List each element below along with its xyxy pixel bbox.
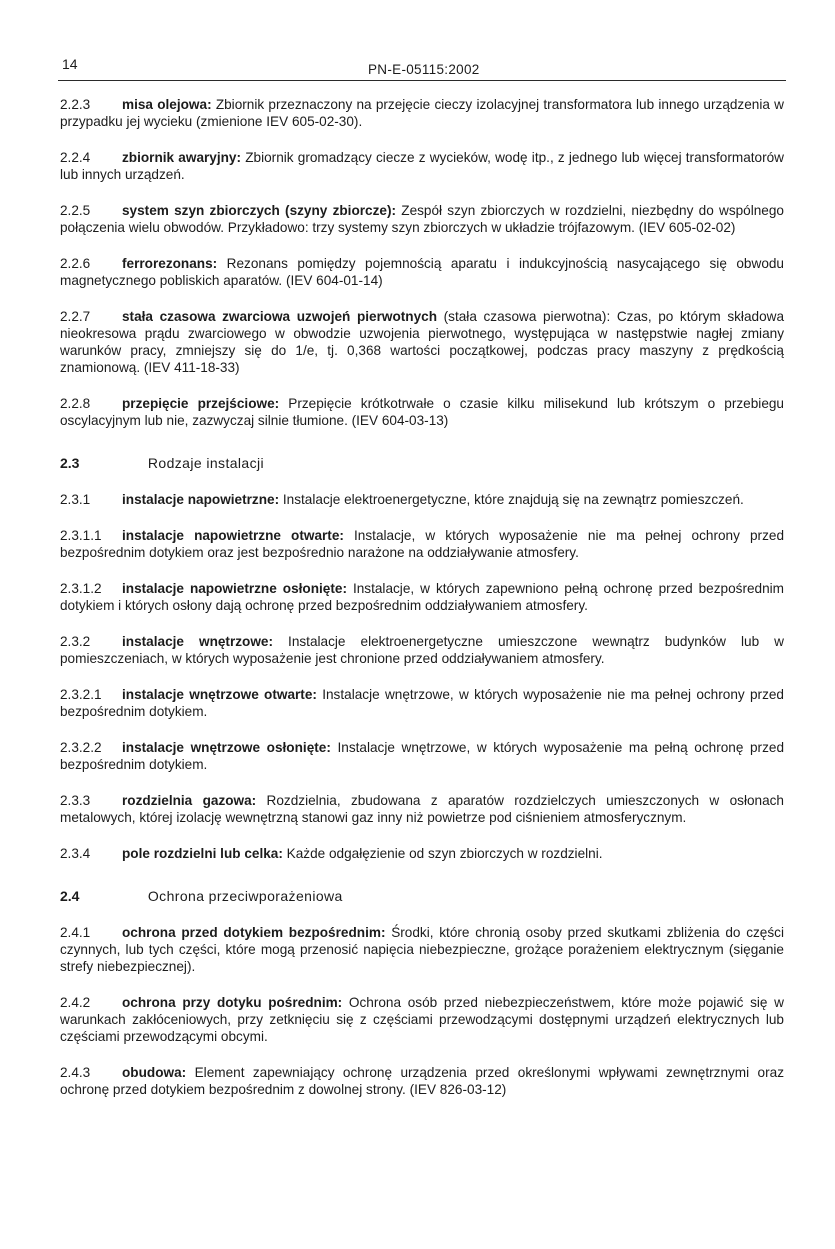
definition-number: 2.2.7 [60, 309, 91, 324]
definition-text: Przepięcie krótkotrwałe o czasie kilku milisekund lub krótszym o przebiegu oscylacyjnym lub nie, zazwyczaj silnie tłumione. (IEV 604-03-13) [60, 396, 784, 428]
definition-number: 2.2.4 [60, 150, 91, 165]
definition-number: 2.2.5 [60, 203, 91, 218]
definition-number: 2.3.1 [60, 492, 91, 507]
definition-term: instalacje napowietrzne osłonięte: [122, 581, 347, 596]
definition-term: instalacje wnętrzowe: [122, 634, 274, 649]
definition-text: Ochrona osób przed niebezpieczeństwem, które może pojawić się w warunkach zakłóceniowych, przy zetknięciu się z częściami przewodzącymi dostępnymi urządzeń elektrycznych lub częściami przewodzącymi obcymi. [60, 995, 784, 1044]
definition-text: (stała czasowa pierwotna): Czas, po którym składowa nieokresowa prądu zwarciowego w obwodzie uzwojenia pierwotnego, występująca w następstwie nagłej zmiany warunków pracy, zmniejszy się do 1/e, tj. 0,368 wartości początkowej, podczas pracy maszyny z prędkością znamionową. (IEV 411-18-33) [60, 309, 785, 375]
definition-term: przepięcie przejściowe: [122, 396, 280, 411]
definition-number: 2.3.1.2 [60, 581, 102, 596]
definitions-2-2 [60, 96, 784, 429]
definition-number: 2.3.4 [60, 846, 91, 861]
page-header [58, 56, 786, 81]
definition-term: rozdzielnia gazowa: [122, 793, 257, 808]
definitions-2-4 [60, 924, 784, 1098]
definition-entry [60, 395, 784, 429]
definition-entry [60, 527, 784, 561]
definition-number: 2.3.2.2 [60, 740, 102, 755]
definition-number: 2.4.3 [60, 1065, 91, 1080]
definition-text: Zbiornik gromadzący ciecze z wycieków, wodę itp., z jednego lub więcej transformatorów lub innych urządzeń. [60, 150, 784, 182]
definition-text: Instalacje elektroenergetyczne, które znajdują się na zewnątrz pomieszczeń. [279, 492, 744, 507]
section-heading-2-3 [60, 455, 784, 473]
definition-text: Element zapewniający ochronę urządzenia przed określonymi wpływami zewnętrznymi oraz ochronę przed dotykiem bezpośrednim z dowolnej strony. (IEV 826-03-12) [60, 1065, 784, 1097]
definition-term: instalacje wnętrzowe osłonięte: [122, 740, 331, 755]
definition-number: 2.3.2.1 [60, 687, 102, 702]
definitions-2-3 [60, 491, 784, 862]
definition-text: Środki, które chronią osoby przed skutkami zbliżenia do części czynnych, lub tych części, które mogą przenosić napięcia niebezpieczne, grożące porażeniem elektrycznym (sięganie strefy niebezpiecznej). [60, 925, 784, 974]
definition-text: Instalacje elektroenergetyczne umieszczone wewnątrz budynków lub w pomieszczeniach, w których wyposażenie jest chronione przed oddziaływaniem atmosfery. [60, 634, 784, 666]
definition-term: instalacje napowietrzne otwarte: [122, 528, 344, 543]
definition-number: 2.4.1 [60, 925, 91, 940]
definition-term: zbiornik awaryjny: [122, 150, 242, 165]
definition-number: 2.3.1.1 [60, 528, 102, 543]
section-title: Rodzaje instalacji [147, 455, 265, 471]
section-number: 2.3 [60, 455, 80, 471]
definition-entry [60, 994, 784, 1045]
definition-number: 2.3.3 [60, 793, 91, 808]
definition-number: 2.4.2 [60, 995, 91, 1010]
definition-entry [60, 149, 784, 183]
definition-text: Rozdzielnia, zbudowana z aparatów rozdzielczych umieszczonych w osłonach metalowych, której izolację wewnętrzną stanowi gaz inny niż powietrze pod ciśnieniem atmosferycznym. [60, 793, 784, 825]
definition-entry [60, 96, 784, 130]
definition-number: 2.3.2 [60, 634, 91, 649]
definition-term: pole rozdzielni lub celka: [122, 846, 283, 861]
definition-entry [60, 580, 784, 614]
definition-number: 2.2.8 [60, 396, 91, 411]
definition-text: Rezonans pomiędzy pojemnością aparatu i indukcyjnością nasycającego się obwodu magnetycznego pobliskich aparatów. (IEV 604-01-14) [60, 256, 784, 288]
definition-term: obudowa: [122, 1065, 187, 1080]
document-body [60, 96, 784, 1117]
definition-entry [60, 491, 784, 508]
definition-text: Instalacje, w których wyposażenie nie ma pełnej ochrony przed bezpośrednim dotykiem oraz jest bezpośrednio narażone na oddziaływanie atmosfery. [60, 528, 785, 560]
definition-entry [60, 845, 784, 862]
definition-text: Zespół szyn zbiorczych w rozdzielni, niezbędny do wspólnego połączenia wielu obwodów. Przykładowo: trzy systemy szyn zbiorczych w układzie trójfazowym. (IEV 605-02-02) [60, 203, 784, 235]
definition-text: Zbiornik przeznaczony na przejęcie cieczy izolacyjnej transformatora lub innego urządzenia w przypadku jej wycieku (zmienione IEV 605-02-30). [60, 97, 784, 129]
definition-entry [60, 255, 784, 289]
section-number: 2.4 [60, 888, 80, 904]
definition-text: Instalacje, w których zapewniono pełną ochronę przed bezpośrednim dotykiem i których osłony dają ochronę przed bezpośrednim oddziaływaniem atmosfery. [60, 581, 784, 613]
section-heading-2-4 [60, 888, 784, 906]
definition-text: Każde odgałęzienie od szyn zbiorczych w rozdzielni. [282, 846, 603, 861]
definition-term: stała czasowa zwarciowa uzwojeń pierwotnych [122, 309, 438, 324]
standard-id: PN-E-05115:2002 [368, 62, 480, 77]
definition-text: Instalacje wnętrzowe, w których wyposażenie nie ma pełnej ochrony przed bezpośrednim dotykiem. [60, 687, 784, 719]
definition-entry [60, 1064, 784, 1098]
definition-entry [60, 686, 784, 720]
definition-term: system szyn zbiorczych (szyny zbiorcze): [122, 203, 397, 218]
definition-entry [60, 308, 784, 376]
definition-entry [60, 202, 784, 236]
definition-entry [60, 739, 784, 773]
definition-text: Instalacje wnętrzowe, w których wyposażenie ma pełną ochronę przed bezpośrednim dotykiem. [60, 740, 785, 772]
page-number: 14 [62, 56, 78, 72]
definition-entry [60, 924, 784, 975]
definition-term: instalacje wnętrzowe otwarte: [122, 687, 317, 702]
definition-entry [60, 633, 784, 667]
definition-entry [60, 792, 784, 826]
definition-term: ochrona przy dotyku pośrednim: [122, 995, 343, 1010]
definition-term: ochrona przed dotykiem bezpośrednim: [122, 925, 386, 940]
section-title: Ochrona przeciwporażeniowa [147, 888, 343, 904]
definition-term: misa olejowa: [122, 97, 212, 112]
definition-number: 2.2.6 [60, 256, 91, 271]
definition-number: 2.2.3 [60, 97, 91, 112]
definition-term: ferrorezonans: [122, 256, 218, 271]
definition-term: instalacje napowietrzne: [122, 492, 280, 507]
